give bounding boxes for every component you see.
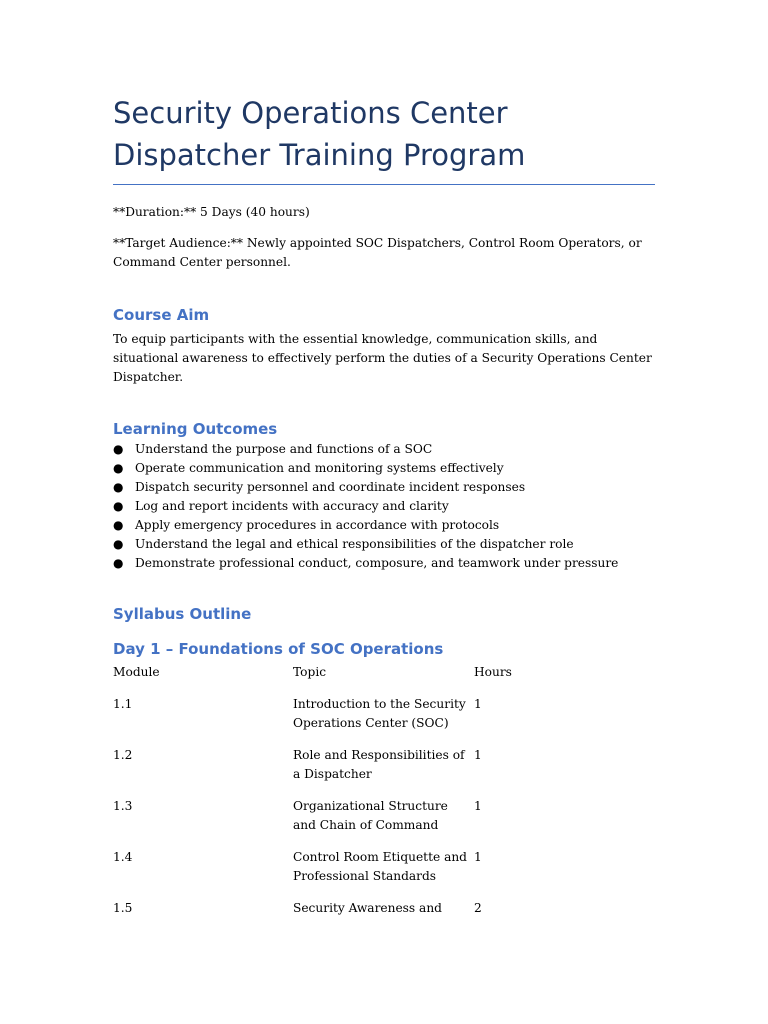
hours-cell: 1 bbox=[474, 850, 482, 864]
hours-cell: 2 bbox=[474, 901, 482, 915]
table-row bbox=[113, 797, 543, 848]
list-item bbox=[113, 554, 655, 573]
module-cell: 1.2 bbox=[113, 748, 133, 762]
column-header-module: Module bbox=[113, 665, 160, 679]
document-body bbox=[113, 92, 655, 931]
table-row bbox=[113, 899, 543, 931]
column-header-hours: Hours bbox=[474, 665, 512, 679]
table-header-row bbox=[113, 663, 543, 695]
day1-schedule-table bbox=[113, 663, 543, 931]
hours-cell: 1 bbox=[474, 697, 482, 711]
target-audience-text: **Target Audience:** Newly appointed SOC Dispatchers, Control Room Operators, or Command Center personnel. bbox=[113, 236, 642, 269]
list-item bbox=[113, 440, 655, 459]
list-item bbox=[113, 535, 655, 554]
document-title: Security Operations Center Dispatcher Training Program bbox=[113, 92, 655, 185]
topic-cell: Organizational Structure and Chain of Command bbox=[293, 799, 448, 832]
topic-cell: Role and Responsibilities of a Dispatcher bbox=[293, 748, 465, 781]
bullet-icon: ● bbox=[113, 480, 124, 494]
outcome-text: Demonstrate professional conduct, composure, and teamwork under pressure bbox=[135, 556, 619, 570]
outcome-text: Understand the legal and ethical responsibilities of the dispatcher role bbox=[135, 537, 574, 551]
bullet-icon: ● bbox=[113, 556, 124, 570]
hours-cell: 1 bbox=[474, 799, 482, 813]
list-item bbox=[113, 478, 655, 497]
list-item bbox=[113, 459, 655, 478]
course-aim-text: To equip participants with the essential knowledge, communication skills, and situational awareness to effectively perform the duties of a Security Operations Center Dispatcher. bbox=[113, 332, 652, 384]
bullet-icon: ● bbox=[113, 518, 124, 532]
outcome-text: Log and report incidents with accuracy and clarity bbox=[135, 499, 449, 513]
table-row bbox=[113, 848, 543, 899]
table-row bbox=[113, 746, 543, 797]
outcome-text: Apply emergency procedures in accordance with protocols bbox=[135, 518, 500, 532]
outcome-text: Operate communication and monitoring systems effectively bbox=[135, 461, 504, 475]
bullet-icon: ● bbox=[113, 499, 124, 513]
hours-cell: 1 bbox=[474, 748, 482, 762]
topic-cell: Security Awareness and bbox=[293, 901, 442, 915]
bullet-icon: ● bbox=[113, 461, 124, 475]
module-cell: 1.4 bbox=[113, 850, 133, 864]
topic-cell: Control Room Etiquette and Professional Standards bbox=[293, 850, 467, 883]
list-item bbox=[113, 497, 655, 516]
table-row bbox=[113, 695, 543, 746]
learning-outcomes-list bbox=[113, 440, 655, 573]
module-cell: 1.1 bbox=[113, 697, 133, 711]
module-cell: 1.5 bbox=[113, 901, 133, 915]
column-header-topic: Topic bbox=[293, 665, 327, 679]
duration-text: **Duration:** 5 Days (40 hours) bbox=[113, 205, 310, 219]
course-aim-heading: Course Aim bbox=[113, 306, 210, 324]
learning-outcomes-heading: Learning Outcomes bbox=[113, 420, 278, 438]
outcome-text: Understand the purpose and functions of a SOC bbox=[135, 442, 433, 456]
bullet-icon: ● bbox=[113, 442, 124, 456]
list-item bbox=[113, 516, 655, 535]
topic-cell: Introduction to the Security Operations Center (SOC) bbox=[293, 697, 466, 730]
outcome-text: Dispatch security personnel and coordinate incident responses bbox=[135, 480, 526, 494]
bullet-icon: ● bbox=[113, 537, 124, 551]
day1-heading: Day 1 – Foundations of SOC Operations bbox=[113, 640, 444, 658]
syllabus-heading: Syllabus Outline bbox=[113, 605, 252, 623]
module-cell: 1.3 bbox=[113, 799, 133, 813]
